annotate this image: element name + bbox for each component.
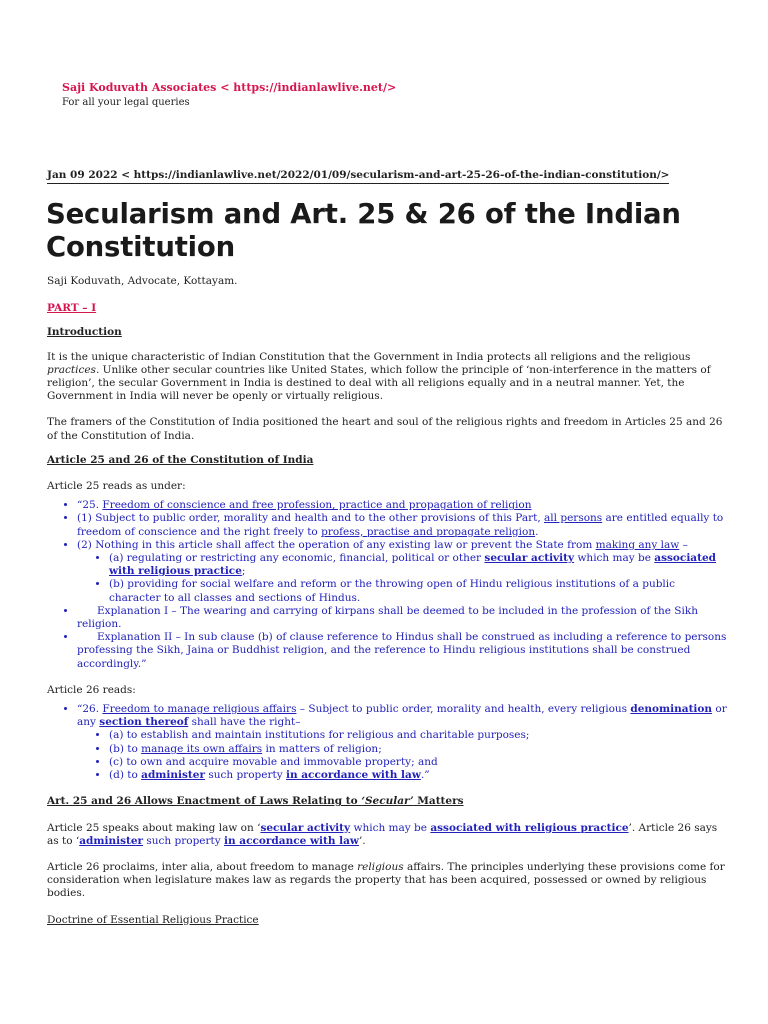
in-accordance-with-law-link[interactable]: in accordance with law [285,769,421,782]
enactment-paragraph-2: Article 26 proclaims, inter alia, about freedom to manage religious affairs. The principles underlying these provisions come for consideration when legislature makes law as regards the property that has been acquired, possessed or owned by religious bodies. [47,860,725,900]
list-item: • (d) to administer such property in accordance with law.” [109,769,727,782]
profess-practise-link[interactable]: profess, practise and propagate religion [321,525,536,538]
article-25-list [47,499,727,671]
list-item: • (2) Nothing in this article shall affect the operation of any existing law or prevent the State from making any law – • (a) regulating or restricting any economic, financial, political or other secular activity which may be associated with religious practice; • (b) providing for social welfare and reform or the throwing open of Hindu religious institutions of a public character to all classes and sections of Hindus. [77,539,727,605]
article-26-list [47,703,727,782]
secular-activity-link[interactable]: secular activity [484,552,575,565]
intro-paragraph-1: It is the unique characteristic of Indian Constitution that the Government in India protects all religions and the religious practices. Unlike other secular countries like United States, which follow the principle of ‘non-interference in the matters of religion’, the secular Government in India is destined to deal with all religions equally and in a neutral manner. Yet, the Government in India will never be openly or virtually religious. [47,350,711,403]
list-item: • “26. Freedom to manage religious affairs – Subject to public order, morality and health, every religious denomination or any section thereof shall have the right– • (a) to establish and maintain institutions for religious and charitable purposes; • (b) to manage its own affairs in matters of religion; • (c) to own and acquire movable and immovable property; and • (d) to administer such property in accordance with law.” [77,703,727,782]
article-25-intro: Article 25 reads as under: [47,480,186,493]
list-item: • (b) providing for social welfare and reform or the throwing open of Hindu religious institutions of a public character to all classes and sections of Hindus. [109,578,727,604]
list-item: • (b) to manage its own affairs in matters of religion; [109,743,727,756]
doctrine-heading: Doctrine of Essential Religious Practice [47,913,259,926]
list-item: • (a) to establish and maintain institutions for religious and charitable purposes; [109,729,727,742]
list-item: • (1) Subject to public order, morality and health and to the other provisions of this Part, all persons are entitled equally to freedom of conscience and the right freely to profess, practise and propagate religion. [77,512,727,538]
manage-religious-affairs-link[interactable]: Freedom to manage religious affairs [102,703,297,716]
articles-heading: Article 25 and 26 of the Constitution of India [47,453,314,466]
freedom-of-conscience-link[interactable]: Freedom of conscience and free profession, practice and propagation of religion [102,499,532,512]
administer-link[interactable]: administer [79,834,144,847]
article-body [47,275,727,927]
list-item: • (a) regulating or restricting any economic, financial, political or other secular activity which may be associated with religious practice; [109,552,727,578]
intro-paragraph-2: The framers of the Constitution of India positioned the heart and soul of the religious rights and freedom in Articles 25 and 26 of the Constitution of India. [47,416,723,442]
site-header [62,80,396,111]
list-item: • “25. Freedom of conscience and free profession, practice and propagation of religion [77,499,727,512]
article-author: Saji Koduvath, Advocate, Kottayam. [47,275,238,287]
article-title: Secularism and Art. 25 & 26 of the Indian Constitution [46,198,681,263]
denomination-link[interactable]: denomination [630,703,713,716]
enactment-heading: Art. 25 and 26 Allows Enactment of Laws Relating to ‘Secular’ Matters [47,795,464,808]
post-date-link[interactable]: Jan 09 2022 < https://indianlawlive.net/2022/01/09/secularism-and-art-25-26-of-the-indian-constitution/> [47,169,669,184]
making-any-law-link[interactable]: making any law [595,538,680,551]
associated-religious-practice-link[interactable]: associated with religious practice [109,552,716,578]
list-item: • (c) to own and acquire movable and immovable property; and [109,756,727,769]
secular-activity-link[interactable]: secular activity [260,821,351,834]
article-26-intro: Article 26 reads: [47,683,136,696]
part-link[interactable]: PART – I [47,302,97,315]
manage-own-affairs-link[interactable]: manage its own affairs [141,742,263,755]
site-tagline: For all your legal queries [62,97,190,108]
introduction-heading: Introduction [47,326,122,339]
list-item: • Explanation I – The wearing and carrying of kirpans shall be deemed to be included in the profession of the Sikh religion. [77,605,727,631]
site-title-link[interactable]: Saji Koduvath Associates < https://indianlawlive.net/> [62,81,397,94]
in-accordance-with-law-link[interactable]: in accordance with law [224,834,359,847]
administer-link[interactable]: administer [141,769,205,782]
enactment-paragraph-1: Article 25 speaks about making law on ‘secular activity which may be associated with religious practice’. Article 26 says as to ‘administer such property in accordance with law’. [47,821,718,847]
list-item: • Explanation II – In sub clause (b) of clause reference to Hindus shall be construed as including a reference to persons professing the Sikh, Jaina or Buddhist religion, and the reference to Hindu religious institutions shall be construed accordingly.” [77,631,727,671]
section-thereof-link[interactable]: section thereof [99,716,189,729]
associated-religious-practice-link[interactable]: associated with religious practice [430,821,629,834]
all-persons-link[interactable]: all persons [544,512,603,525]
